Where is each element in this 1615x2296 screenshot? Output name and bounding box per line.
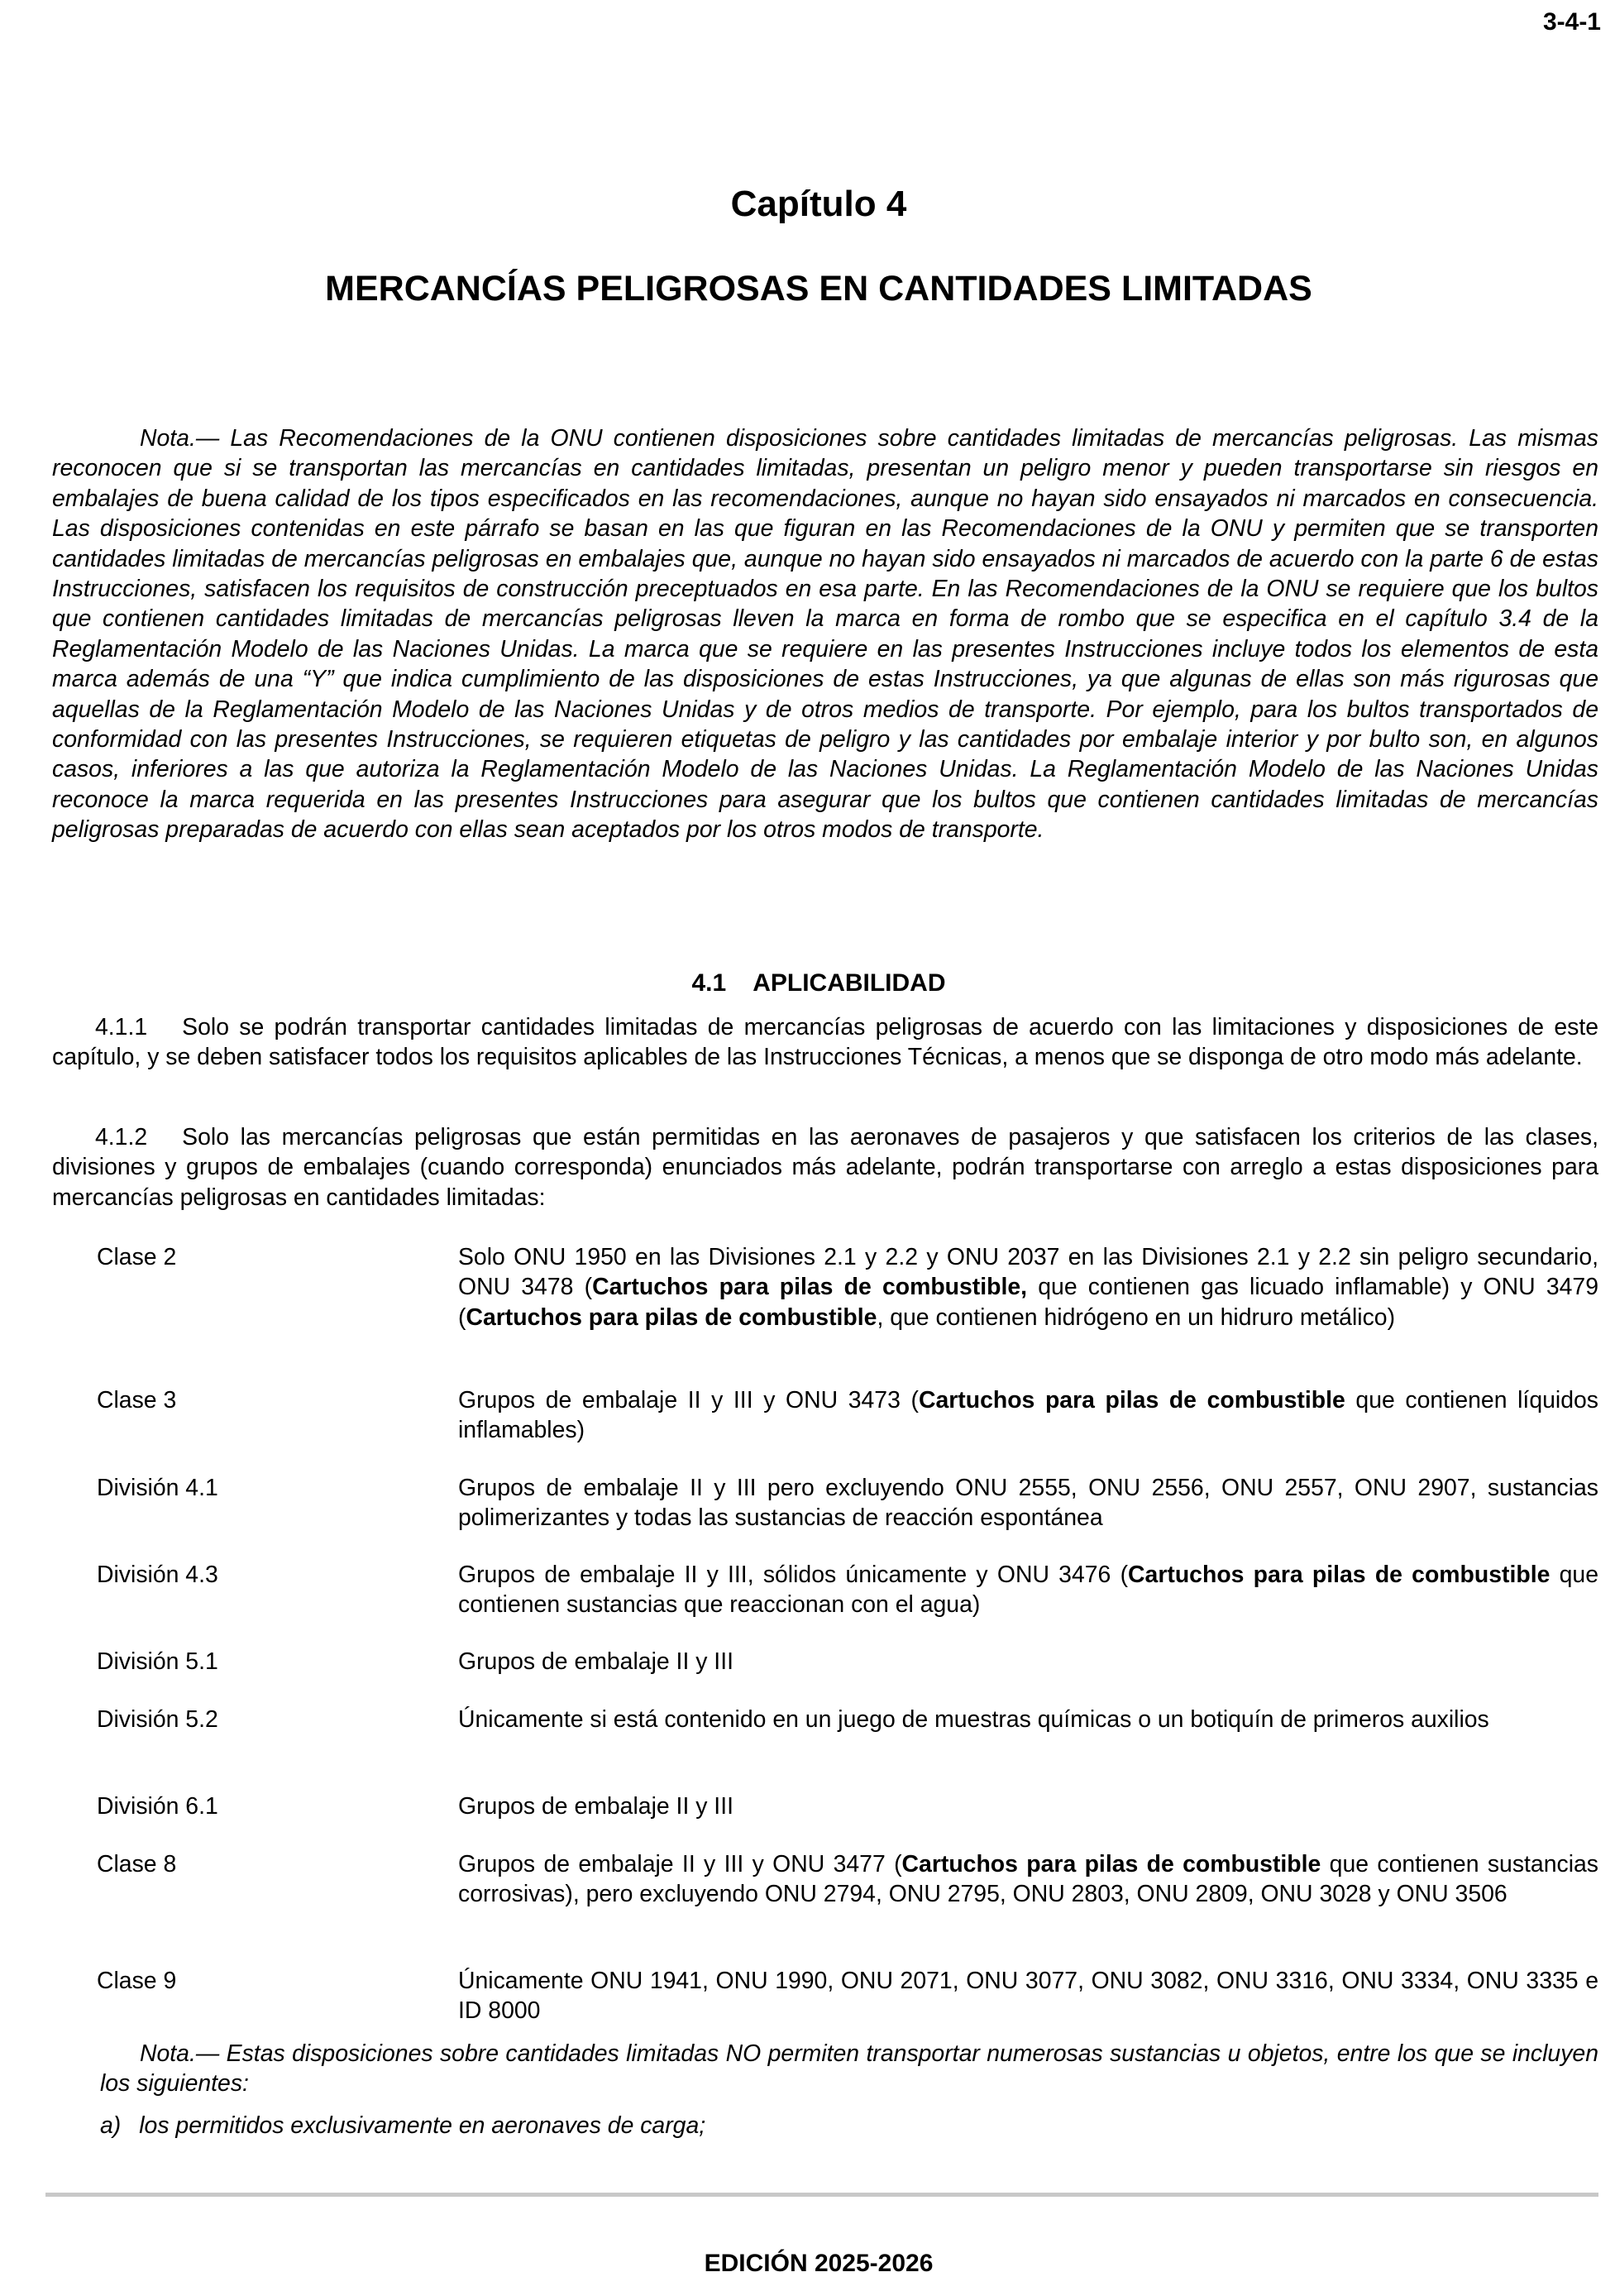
list-item <box>100 2111 1598 2141</box>
section-title: APLICABILIDAD <box>753 969 946 997</box>
paragraph-number: 4.1.1 <box>95 1014 148 1040</box>
class-label: Clase 9 <box>97 1968 177 1994</box>
class-description: Solo ONU 1950 en las Divisiones 2.1 y 2.2 y ONU 2037 en las Divisiones 2.1 y 2.2 sin peligro secundario, ONU 3478 (Cartuchos para pilas de combustible, que contienen gas licuado inflamable) y ONU 3479 (Cartuchos para pilas de combustible, que contienen hidrógeno en un hidruro metálico) <box>458 1244 1598 1331</box>
class-label: División 4.1 <box>97 1475 218 1501</box>
paragraph-number: 4.1.2 <box>95 1124 148 1150</box>
chapter-title: Capítulo 4 <box>730 184 907 224</box>
class-label: División 5.1 <box>97 1648 218 1675</box>
paragraph-4-1-2 <box>52 1122 1598 1213</box>
paragraph-4-1-1 <box>52 1012 1598 1073</box>
end-note: Nota.— Estas disposiciones sobre cantidades limitadas NO permiten transportar numerosas sustancias u objetos, entre los que se incluyen los siguientes: <box>100 2040 1598 2097</box>
section-heading <box>0 969 1615 997</box>
class-description: Grupos de embalaje II y III <box>458 1793 733 1820</box>
class-label: División 5.2 <box>97 1706 218 1733</box>
class-label: División 4.3 <box>97 1562 218 1588</box>
class-label: Clase 2 <box>97 1244 177 1270</box>
chapter-subtitle: MERCANCÍAS PELIGROSAS EN CANTIDADES LIMITADAS <box>325 269 1312 309</box>
class-description: Únicamente ONU 1941, ONU 1990, ONU 2071, ONU 3077, ONU 3082, ONU 3316, ONU 3334, ONU 3335 e ID 8000 <box>458 1968 1598 2025</box>
class-description: Grupos de embalaje II y III, sólidos únicamente y ONU 3476 (Cartuchos para pilas de combustible que contienen sustancias que reaccionan con el agua) <box>458 1562 1598 1619</box>
footer-rule <box>45 2193 1598 2197</box>
class-description: Grupos de embalaje II y III y ONU 3473 (Cartuchos para pilas de combustible que contienen líquidos inflamables) <box>458 1387 1598 1444</box>
intro-note: Nota.— Las Recomendaciones de la ONU contienen disposiciones sobre cantidades limitadas de mercancías peligrosas. Las mismas reconocen que si se transportan las mercancías en cantidades limitadas, presentan un peligro menor y pueden transportarse sin riesgos en embalajes de buena calidad de los tipos especificados en las recomendaciones, aunque no hayan sido ensayados ni marcados en consecuencia. Las disposiciones contenidas en este párrafo se basan en las que figuran en las Recomendaciones de la ONU y permiten que se transporten cantidades limitadas de mercancías peligrosas en embalajes que, aunque no hayan sido ensayados ni marcados de acuerdo con la parte 6 de estas Instrucciones, satisfacen los requisitos de construcción preceptuados en esa parte. En las Recomendaciones de la ONU se requiere que los bultos que contienen cantidades limitadas de mercancías peligrosas lleven la marca en forma de rombo que se especifica en el capítulo 3.4 de la Reglamentación Modelo de las Naciones Unidas. La marca que se requiere en las presentes Instrucciones incluye todos los elementos de esta marca además de una “Y” que indica cumplimiento de las disposiciones de estas Instrucciones, ya que algunas de ellas son más rigurosas que aquellas de la Reglamentación Modelo de las Naciones Unidas y de otros medios de transporte. Por ejemplo, para los bultos transportados de conformidad con las presentes Instrucciones, se requieren etiquetas de peligro y las cantidades por embalaje interior y por bulto son, en algunos casos, inferiores a las que autoriza la Reglamentación Modelo de las Naciones Unidas. La Reglamentación Modelo de las Naciones Unidas reconoce la marca requerida en las presentes Instrucciones para asegurar que los bultos que contienen cantidades limitadas de mercancías peligrosas preparadas de acuerdo con ellas sean aceptados por los otros modos de transporte. <box>52 425 1598 844</box>
class-description: Únicamente si está contenido en un juego de muestras químicas o un botiquín de primeros auxilios <box>458 1706 1489 1733</box>
footer-edition: EDICIÓN 2025-2026 <box>704 2250 934 2277</box>
class-description: Grupos de embalaje II y III y ONU 3477 (Cartuchos para pilas de combustible que contienen sustancias corrosivas), pero excluyendo ONU 2794, ONU 2795, ONU 2803, ONU 2809, ONU 3028 y ONU 3506 <box>458 1851 1598 1908</box>
paragraph-text: Solo las mercancías peligrosas que están permitidas en las aeronaves de pasajeros y que satisfacen los criterios de las clases, divisiones y grupos de embalajes (cuando corresponda) enunciados más adelante, podrán transportarse con arreglo a estas disposiciones para mercancías peligrosas en cantidades limitadas: <box>52 1124 1598 1211</box>
list-marker: a) <box>100 2112 122 2139</box>
list-text: los permitidos exclusivamente en aeronaves de carga; <box>139 2112 706 2139</box>
class-label: Clase 8 <box>97 1851 177 1877</box>
class-description: Grupos de embalaje II y III pero excluyendo ONU 2555, ONU 2556, ONU 2557, ONU 2907, sustancias polimerizantes y todas las sustancias de reacción espontánea <box>458 1475 1598 1532</box>
class-label: Clase 3 <box>97 1387 177 1413</box>
class-description: Grupos de embalaje II y III <box>458 1648 733 1675</box>
section-number: 4.1 <box>691 969 727 997</box>
class-label: División 6.1 <box>97 1793 218 1820</box>
paragraph-text: Solo se podrán transportar cantidades limitadas de mercancías peligrosas de acuerdo con las limitaciones y disposiciones de este capítulo, y se deben satisfacer todos los requisitos aplicables de las Instrucciones Técnicas, a menos que se disponga de otro modo más adelante. <box>52 1014 1598 1071</box>
page-number: 3-4-1 <box>1542 8 1601 36</box>
